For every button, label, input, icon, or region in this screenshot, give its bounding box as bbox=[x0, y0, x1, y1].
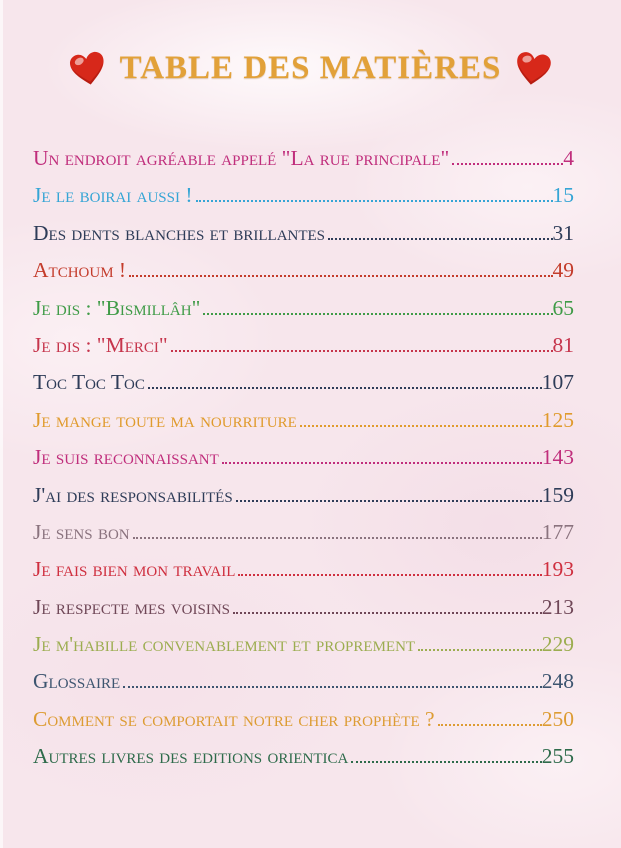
toc-entry-page: 229 bbox=[541, 632, 574, 657]
toc-entry-page: 107 bbox=[541, 370, 574, 395]
toc-entry-page: 31 bbox=[552, 220, 574, 245]
toc-entry-page: 143 bbox=[541, 445, 574, 470]
dot-leader bbox=[452, 161, 563, 165]
dot-leader bbox=[236, 498, 542, 502]
dot-leader bbox=[196, 198, 553, 202]
toc-entry-label: Je mange toute ma nourriture bbox=[33, 407, 297, 432]
dot-leader bbox=[418, 647, 542, 651]
toc-entry bbox=[33, 408, 574, 445]
toc-entry bbox=[33, 707, 574, 744]
toc-entry-label: Je dis : "Merci" bbox=[33, 332, 168, 357]
toc-entry-label: Je dis : "Bismillâh" bbox=[33, 295, 201, 320]
toc-entry-label: Je le boirai aussi ! bbox=[33, 183, 193, 208]
toc-entry bbox=[33, 258, 574, 295]
toc-entry-page: 65 bbox=[552, 295, 574, 320]
page-title: TABLE DES MATIÈRES bbox=[119, 50, 502, 86]
dot-leader bbox=[133, 535, 542, 539]
toc-entry-page: 193 bbox=[541, 557, 574, 582]
toc-entry-label: Je fais bien mon travail bbox=[33, 557, 236, 582]
toc-entry bbox=[33, 520, 574, 557]
toc-entry bbox=[33, 669, 574, 706]
heart-icon bbox=[67, 49, 108, 89]
dot-leader bbox=[148, 385, 542, 389]
toc-entry-page: 81 bbox=[552, 332, 574, 357]
toc-entry-page: 177 bbox=[541, 519, 574, 544]
toc-entry-label: Un endroit agréable appelé "La rue principale" bbox=[33, 146, 450, 170]
toc-entry bbox=[33, 445, 574, 482]
table-of-contents bbox=[33, 146, 574, 782]
toc-entry bbox=[33, 483, 574, 520]
toc-entry-page: 159 bbox=[541, 482, 574, 507]
toc-entry bbox=[33, 595, 574, 632]
toc-entry bbox=[33, 221, 574, 258]
heart-icon bbox=[513, 49, 553, 88]
dot-leader bbox=[238, 572, 541, 576]
toc-entry-page: 4 bbox=[563, 146, 574, 170]
toc-entry-page: 15 bbox=[552, 183, 574, 208]
toc-entry-page: 255 bbox=[541, 744, 574, 769]
dot-leader bbox=[351, 759, 541, 763]
toc-entry-label: Des dents blanches et brillantes bbox=[33, 220, 326, 245]
toc-entry-label: Je respecte mes voisins bbox=[33, 594, 231, 619]
toc-entry-label: Glossaire bbox=[33, 669, 121, 694]
toc-entry bbox=[33, 744, 574, 781]
toc-entry-label: Toc Toc Toc bbox=[33, 370, 145, 395]
toc-entry-label: Je sens bon bbox=[33, 519, 130, 544]
toc-entry-label: Comment se comportait notre cher prophète ? bbox=[33, 706, 435, 731]
toc-entry-label: Autres livres des editions orientica bbox=[33, 744, 349, 769]
toc-entry bbox=[33, 333, 574, 370]
dot-leader bbox=[222, 460, 542, 464]
dot-leader bbox=[123, 684, 542, 688]
toc-entry-page: 125 bbox=[541, 407, 574, 432]
dot-leader bbox=[129, 273, 552, 277]
toc-entry-page: 250 bbox=[541, 706, 574, 731]
dot-leader bbox=[300, 423, 542, 427]
toc-entry-page: 49 bbox=[552, 258, 574, 283]
header bbox=[0, 50, 621, 87]
dot-leader bbox=[233, 610, 542, 614]
toc-entry bbox=[33, 183, 574, 220]
toc-entry bbox=[33, 370, 574, 407]
toc-entry-page: 213 bbox=[541, 594, 574, 619]
toc-entry-label: Je m'habille convenablement et proprement bbox=[33, 632, 416, 657]
dot-leader bbox=[203, 311, 552, 315]
toc-entry-label: J'ai des responsabilités bbox=[33, 482, 233, 507]
dot-leader bbox=[171, 348, 553, 352]
dot-leader bbox=[438, 722, 542, 726]
toc-entry-label: Atchoum ! bbox=[33, 258, 127, 283]
dot-leader bbox=[328, 236, 552, 240]
toc-entry bbox=[33, 632, 574, 669]
toc-entry-page: 248 bbox=[541, 669, 574, 694]
toc-entry bbox=[33, 557, 574, 594]
toc-entry bbox=[33, 146, 574, 183]
toc-entry bbox=[33, 296, 574, 333]
toc-entry-label: Je suis reconnaissant bbox=[33, 445, 219, 470]
